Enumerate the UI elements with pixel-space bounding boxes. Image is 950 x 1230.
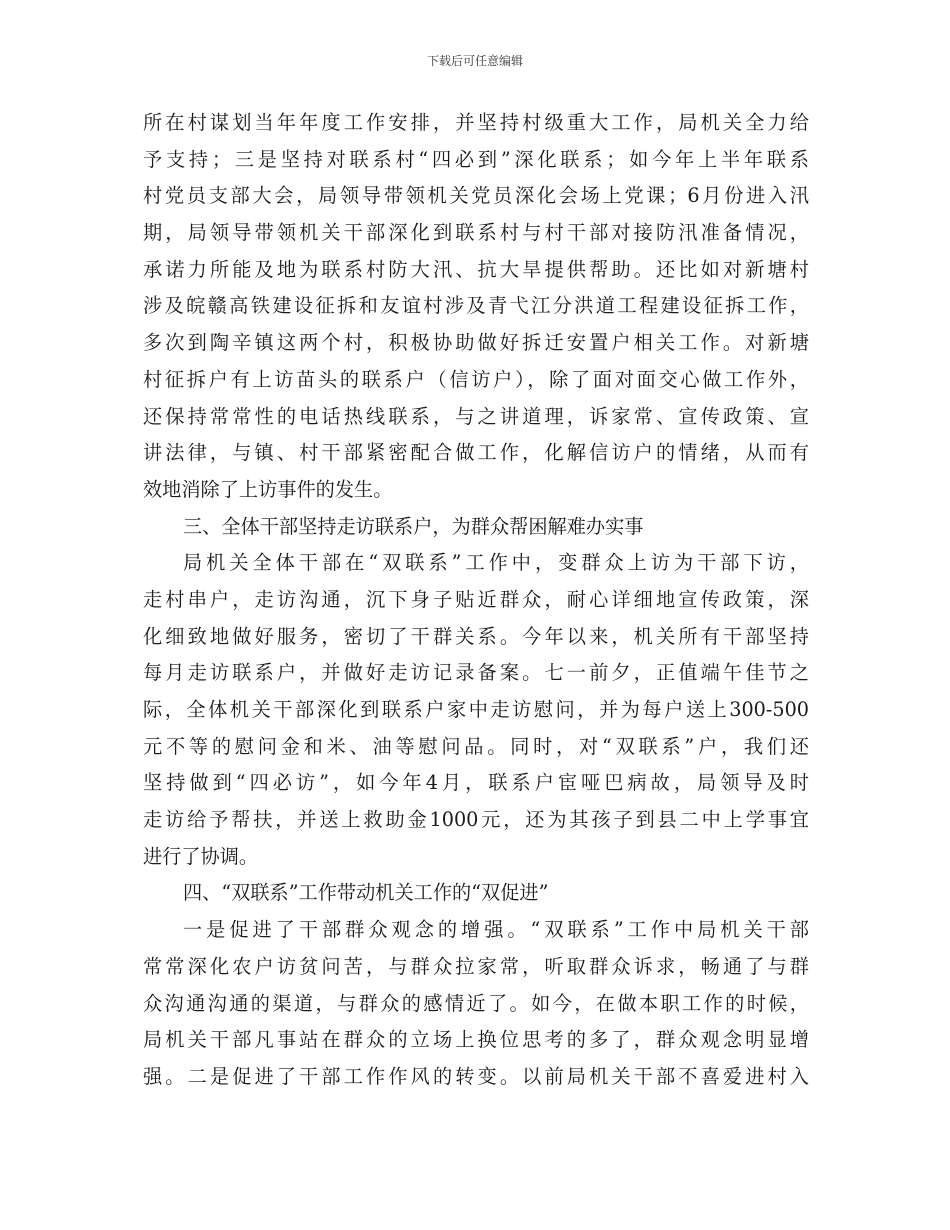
text-line: 局机关干部凡事站在群众的立场上换位思考的多了，群众观念明显增: [143, 1028, 809, 1052]
text-line: 众沟通沟通的渠道，与群众的感情近了。如今，在做本职工作的时候，: [143, 991, 809, 1015]
text-line: 承诺力所能及地为联系村防大汛、抗大旱提供帮助。还比如对新塘村: [143, 257, 809, 281]
page-header: 下载后可任意编辑: [426, 54, 523, 68]
text-line: 涉及皖赣高铁建设征拆和友谊村涉及青弋江分洪道工程建设征拆工作，: [143, 294, 809, 318]
text-line: 际，全体机关干部深化到联系户家中走访慰问，并为每户送上300-500: [143, 698, 809, 721]
text-line: 期，局领导带领机关干部深化到联系村与村干部对接防汛准备情况，: [143, 221, 809, 245]
text-line: 讲法律，与镇、村干部紧密配合做工作，化解信访户的情绪，从而有: [143, 441, 809, 465]
text-line: 一是促进了干部群众观念的增强。“双联系”工作中局机关干部: [183, 918, 809, 942]
text-line: 走访给予帮扶，并送上救助金1000元，还为其孩子到县二中上学事宜: [143, 808, 809, 832]
text-line: 效地消除了上访事件的发生。: [143, 477, 393, 501]
text-line: 强。二是促进了干部工作作风的转变。以前局机关干部不喜爱进村入: [143, 1064, 809, 1088]
body-text: [143, 105, 809, 1096]
text-line: 进行了协调。: [143, 844, 259, 868]
text-line: 化细致地做好服务，密切了干群关系。今年以来，机关所有干部坚持: [143, 624, 809, 648]
text-line: 局机关全体干部在“双联系”工作中，变群众上访为干部下访，: [183, 551, 809, 575]
text-line: 多次到陶辛镇这两个村，积极协助做好拆迁安置户相关工作。对新塘: [143, 331, 809, 355]
text-line: 元不等的慰问金和米、油等慰问品。同时，对“双联系”户，我们还: [143, 734, 809, 758]
text-line: 村党员支部大会，局领导带领机关党员深化会场上党课；6月份进入汛: [143, 184, 809, 208]
text-line: 予支持；三是坚持对联系村“四必到”深化联系；如今年上半年联系: [143, 147, 809, 171]
text-line: 所在村谋划当年年度工作安排，并坚持村级重大工作，局机关全力给: [143, 111, 809, 134]
text-line: 还保持常常性的电话热线联系，与之讲道理，诉家常、宣传政策、宣: [143, 404, 809, 428]
text-line: 坚持做到“四必访”，如今年4月，联系户宦哑巴病故，局领导及时: [143, 771, 809, 795]
text-line: 每月走访联系户，并做好走访记录备案。七一前夕，正值端午佳节之: [143, 661, 809, 685]
text-line: 走村串户，走访沟通，沉下身子贴近群众，耐心详细地宣传政策，深: [143, 587, 809, 611]
section-heading: 三、全体干部坚持走访联系户，为群众帮困解难办实事: [183, 514, 644, 538]
text-line: 常常深化农户访贫问苦，与群众拉家常，听取群众诉求，畅通了与群: [143, 954, 809, 978]
section-heading: 四、“双联系”工作带动机关工作的“双促进”: [183, 881, 549, 905]
text-line: 村征拆户有上访苗头的联系户（信访户），除了面对面交心做工作外，: [143, 367, 809, 391]
